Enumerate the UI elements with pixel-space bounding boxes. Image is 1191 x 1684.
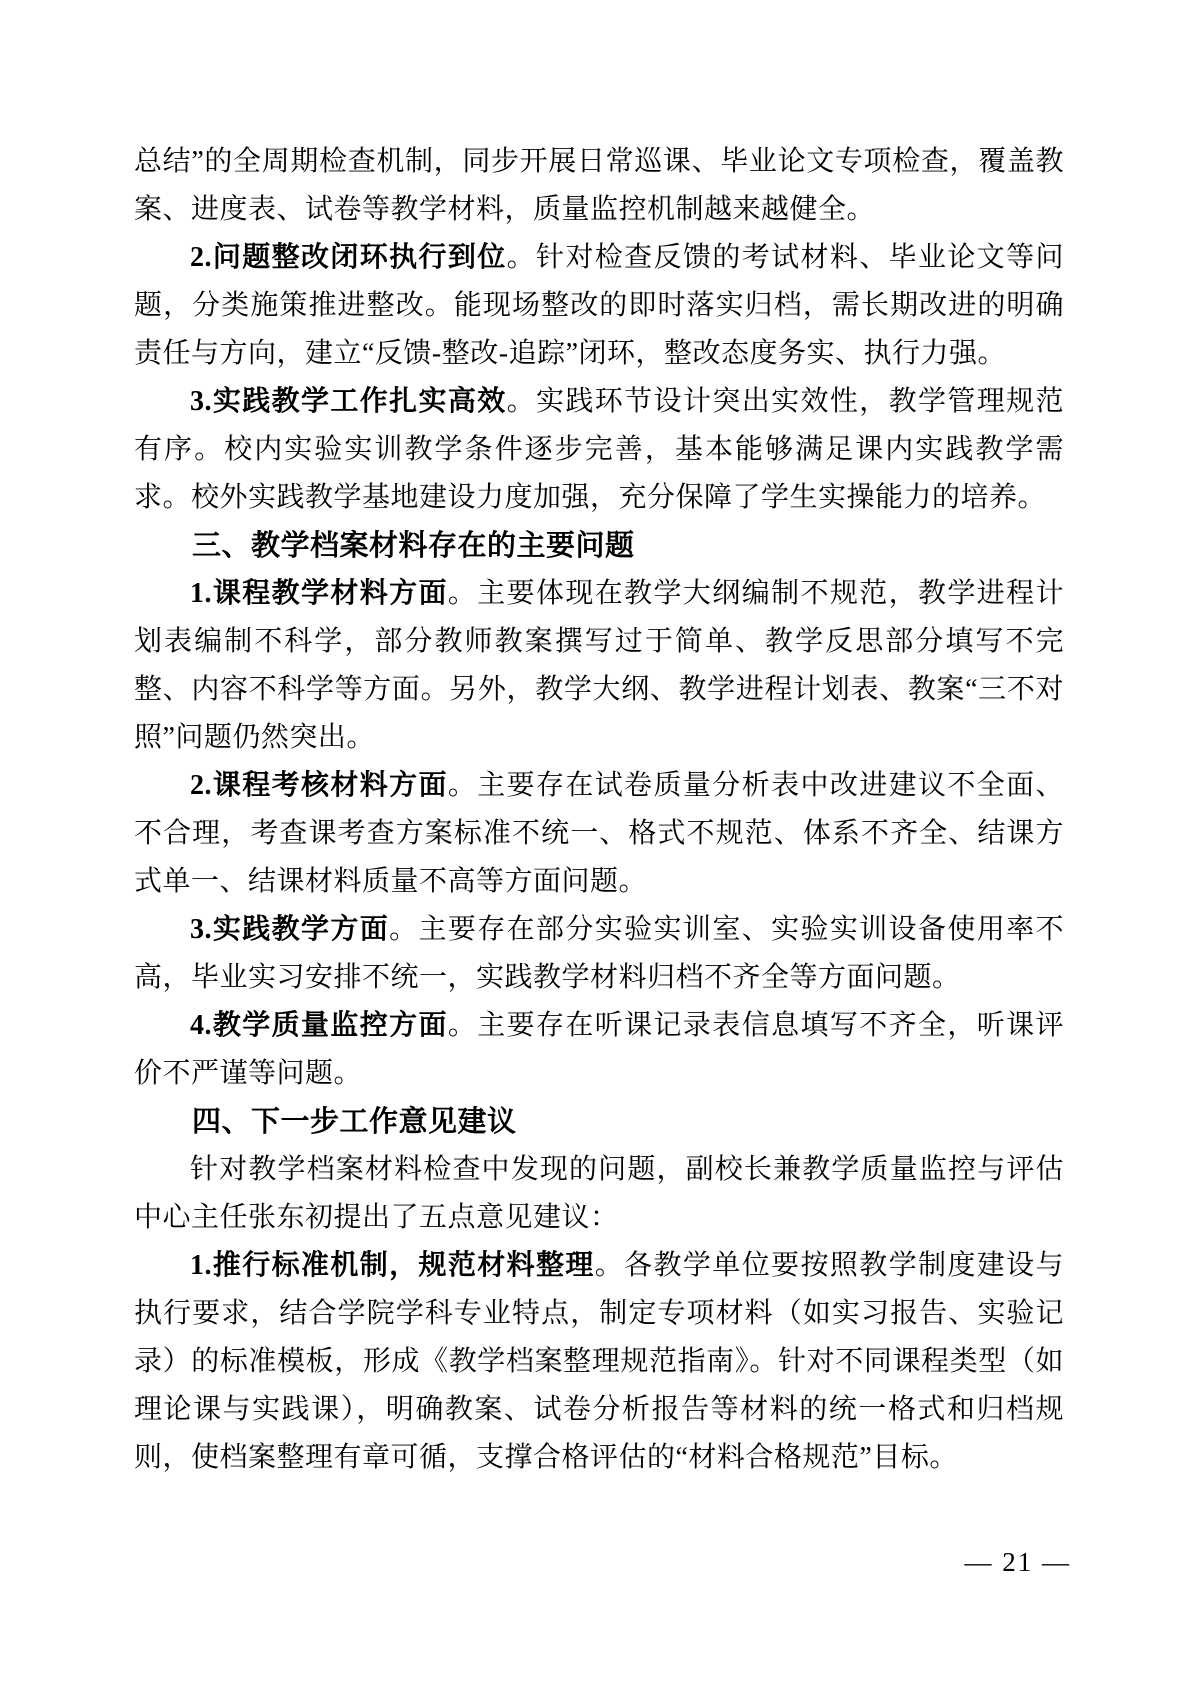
bold-lead-text: 2.问题整改闭环执行到位 — [190, 242, 507, 273]
paragraph — [134, 1002, 1064, 1098]
body-text: 。各教学单位要按照教学制度建设与执行要求，结合学院学科专业特点，制定专项材料（如实习报告、实验记录）的标准模板，形成《教学档案整理规范指南》。针对不同课程类型（如理论课与实践课），明确教案、试卷分析报告等材料的统一格式和归档规则，使档案整理有章可循，支撑合格评估的“材料合格规范”目标。 — [134, 1250, 1064, 1473]
section-heading — [134, 522, 1064, 570]
paragraph — [134, 138, 1064, 234]
body-text: 。针对检查反馈的考试材料、毕业论文等问题，分类施策推进整改。能现场整改的即时落实归档，需长期改进的明确责任与方向，建立“反馈-整改-追踪”闭环，整改态度务实、执行力强。 — [134, 242, 1064, 369]
bold-lead-text: 3.实践教学工作扎实高效 — [190, 386, 507, 417]
paragraph — [134, 1242, 1064, 1482]
body-text: 。主要存在听课记录表信息填写不齐全，听课评价不严谨等问题。 — [134, 1010, 1064, 1089]
bold-lead-text: 1.推行标准机制，规范材料整理 — [190, 1250, 595, 1281]
paragraph — [134, 234, 1064, 378]
paragraph — [134, 1146, 1064, 1242]
body-text: 总结”的全周期检查机制，同步开展日常巡课、毕业论文专项检查，覆盖教案、进度表、试卷等教学材料，质量监控机制越来越健全。 — [134, 146, 1064, 225]
paragraph — [134, 762, 1064, 906]
paragraph — [134, 906, 1064, 1002]
body-text: 。主要体现在教学大纲编制不规范，教学进程计划表编制不科学，部分教师教案撰写过于简单、教学反思部分填写不完整、内容不科学等方面。另外，教学大纲、教学进程计划表、教案“三不对照”问题仍然突出。 — [134, 578, 1064, 753]
page-footer — [965, 1545, 1072, 1579]
bold-lead-text: 2.课程考核材料方面 — [190, 770, 448, 801]
body-text: 针对教学档案材料检查中发现的问题，副校长兼教学质量监控与评估中心主任张东初提出了五点意见建议： — [134, 1154, 1064, 1233]
bold-lead-text: 四、下一步工作意见建议 — [192, 1106, 517, 1138]
paragraph — [134, 570, 1064, 762]
page-number: — 21 — — [964, 1547, 1071, 1577]
bold-lead-text: 三、教学档案材料存在的主要问题 — [192, 530, 635, 562]
bold-lead-text: 4.教学质量监控方面 — [190, 1010, 448, 1041]
paragraph — [134, 378, 1064, 522]
bold-lead-text: 1.课程教学材料方面 — [190, 578, 448, 609]
body-text: 。主要存在部分实验实训室、实验实训设备使用率不高，毕业实习安排不统一，实践教学材料归档不齐全等方面问题。 — [134, 914, 1064, 993]
body-text: 。主要存在试卷质量分析表中改进建议不全面、不合理，考查课考查方案标准不统一、格式不规范、体系不齐全、结课方式单一、结课材料质量不高等方面问题。 — [134, 770, 1064, 897]
section-heading — [134, 1098, 1064, 1146]
document-body — [134, 138, 1064, 1482]
body-text: 。实践环节设计突出实效性，教学管理规范有序。校内实验实训教学条件逐步完善，基本能够满足课内实践教学需求。校外实践教学基地建设力度加强，充分保障了学生实操能力的培养。 — [134, 386, 1064, 513]
bold-lead-text: 3.实践教学方面 — [190, 914, 390, 945]
